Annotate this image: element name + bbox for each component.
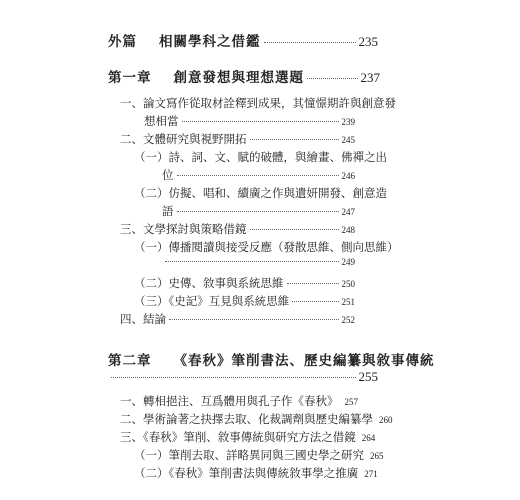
subsection-title: 語 <box>162 204 174 218</box>
dot-leader <box>292 301 338 302</box>
dot-leader <box>165 261 339 262</box>
dot-leader <box>182 121 339 122</box>
toc-section-entry <box>120 393 358 409</box>
chapter-title: 《春秋》筆削書法、歷史編纂與敘事傳統 <box>173 353 435 369</box>
toc-subsection-entry <box>134 447 384 463</box>
dot-leader <box>287 283 339 284</box>
subsection-title: （二）仿擬、唱和、續廣之作與遺妍開發、創意造 <box>134 186 387 200</box>
section-title: 一、轉相挹注、互爲體用與孔子作《春秋》 <box>120 394 339 408</box>
toc-subsection-leader <box>162 257 355 267</box>
section-title: 二、學術論著之抉擇去取、化裁調劑與歷史編纂學 <box>120 412 373 426</box>
dot-leader <box>307 78 358 79</box>
page-number: 271 <box>364 469 378 479</box>
page-number: 247 <box>341 207 355 217</box>
toc-section-entry <box>120 429 376 445</box>
page-number: 257 <box>344 397 358 407</box>
section-title: 一、論文寫作從取材詮釋到成果，其憧憬期許與創意發 <box>120 96 396 110</box>
section-title: 三、文學探討與策略借鏡 <box>120 222 247 236</box>
toc-section-entry <box>120 131 355 147</box>
section-title: 二、文體研究與視野開拓 <box>120 132 247 146</box>
toc-section-entry <box>120 95 396 111</box>
page-number: 249 <box>341 257 355 267</box>
dot-leader <box>250 139 339 140</box>
subsection-title: 位 <box>162 168 174 182</box>
page-number: 260 <box>379 415 393 425</box>
section-title: 三、《春秋》筆削、敘事傳統與研究方法之借鏡 <box>120 430 356 444</box>
page-number: 264 <box>361 433 376 443</box>
section-title: 四、結論 <box>120 312 166 326</box>
toc-subsection-entry-cont <box>162 167 355 183</box>
toc-section-entry <box>120 411 393 427</box>
toc-chapter-2-leader <box>108 369 378 385</box>
toc-subsection-entry <box>134 239 399 255</box>
subsection-title: （二）史傳、敘事與系統思維 <box>134 276 284 290</box>
page-number: 255 <box>358 369 378 384</box>
page-number: 252 <box>341 315 355 325</box>
toc-section-entry <box>120 311 355 327</box>
subsection-title: （三）《史記》互見與系統思維 <box>134 294 290 308</box>
chapter-label: 第二章 <box>108 353 152 369</box>
page-number: 239 <box>341 117 355 127</box>
toc-subsection-entry-cont <box>162 203 355 219</box>
chapter-title: 創意發想與理想選題 <box>173 70 304 86</box>
toc-subsection-entry <box>134 149 387 165</box>
toc-section-entry-cont <box>144 113 355 129</box>
subsection-title: （二）《春秋》筆削書法與傳統敘事學之推廣 <box>134 466 359 480</box>
dot-leader <box>177 211 339 212</box>
page-number: 250 <box>341 279 355 289</box>
dot-leader <box>169 319 339 320</box>
toc-part-entry <box>108 30 378 50</box>
dot-leader <box>177 175 339 176</box>
toc-subsection-entry <box>134 465 378 481</box>
part-label: 外篇 <box>108 34 137 50</box>
section-title: 想相當 <box>144 114 179 128</box>
subsection-title: （一）筆削去取、詳略異同與三國史學之研究 <box>134 448 364 462</box>
chapter-label: 第一章 <box>108 70 152 86</box>
page-number: 265 <box>370 451 384 461</box>
toc-subsection-entry <box>134 293 355 309</box>
page-number: 237 <box>360 70 380 85</box>
page-number: 248 <box>341 225 355 235</box>
part-title: 相關學科之借鑑 <box>159 34 261 50</box>
toc-subsection-entry <box>134 275 355 291</box>
page-number: 246 <box>341 171 355 181</box>
page-number: 245 <box>341 135 355 145</box>
subsection-title: （一）傳播閱讀與接受反應（發散思維、側向思維） <box>134 240 399 254</box>
dot-leader <box>264 42 356 43</box>
dot-leader <box>111 377 356 378</box>
toc-subsection-entry <box>134 185 387 201</box>
toc-chapter-2-entry <box>108 349 435 369</box>
page-number: 235 <box>358 34 378 49</box>
toc-chapter-1-entry <box>108 66 380 86</box>
toc-section-entry <box>120 221 355 237</box>
dot-leader <box>250 229 339 230</box>
subsection-title: （一）詩、詞、文、賦的破體，與繪畫、佛禪之出 <box>134 150 387 164</box>
page-number: 251 <box>341 297 355 307</box>
